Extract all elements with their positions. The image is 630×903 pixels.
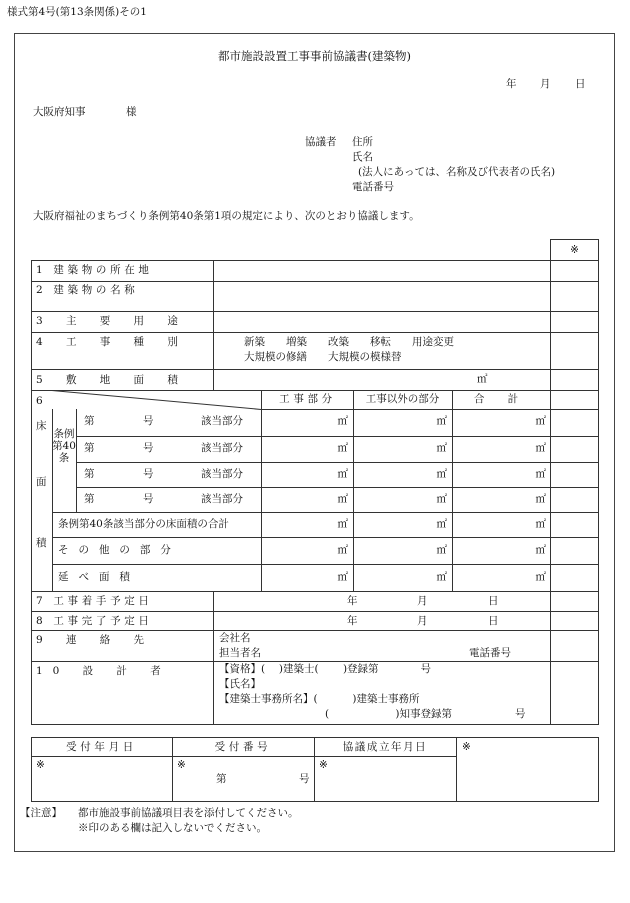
page-title: 都市施設設置工事事前協議書(建築物) xyxy=(218,49,411,63)
unit-cell: ㎡ xyxy=(535,468,546,480)
floor-area-char-2: 面 xyxy=(36,476,47,488)
col-total: 合 計 xyxy=(473,393,529,405)
row-start-date-label: 7 工事着手予定日 xyxy=(36,595,153,607)
statement: 大阪府福祉のまちづくり条例第40条第1項の規定により、次のとおり協議します。 xyxy=(33,210,420,222)
applicant-address-label[interactable]: 住所 xyxy=(352,136,373,148)
unit-cell: ㎡ xyxy=(535,442,546,454)
floor-area-char-1: 床 xyxy=(36,420,47,432)
receipt-number-header: 受付番号 xyxy=(214,741,272,753)
row-location-label: 1 建築物の所在地 xyxy=(36,264,153,276)
applicant-label: 協議者 xyxy=(305,136,337,148)
date-day: 日 xyxy=(575,78,586,90)
notes-line-1: 都市施設事前協議項目表を添付してください。 xyxy=(78,807,299,819)
row-work-type-label: 4 工 事 種 別 xyxy=(36,336,188,348)
unit-cell: ㎡ xyxy=(337,544,348,556)
unit-cell: ㎡ xyxy=(337,571,348,583)
col-other: 工事以外の部分 xyxy=(365,393,440,405)
unit-cell: ㎡ xyxy=(535,571,546,583)
unit-cell: ㎡ xyxy=(337,442,348,454)
addressee-honorific: 様 xyxy=(126,106,137,118)
row-site-area-label: 5 敷 地 面 積 xyxy=(36,374,188,386)
date-month: 月 xyxy=(540,78,551,90)
unit-cell: ㎡ xyxy=(436,571,447,583)
floor-area-char-3: 積 xyxy=(36,537,47,549)
receipt-date-header: 受付年月日 xyxy=(66,741,137,753)
date-year: 年 xyxy=(506,78,517,90)
receipt-go: 号 xyxy=(299,773,310,785)
col-construction: 工事部分 xyxy=(279,393,336,405)
receipt-mark: ※ xyxy=(462,741,471,753)
unit-cell: ㎡ xyxy=(436,518,447,530)
contact-company[interactable]: 会社名 xyxy=(219,632,251,644)
designer-office[interactable]: 【建築士事務所名】( )建築士事務所 xyxy=(219,693,420,705)
unit-cell: ㎡ xyxy=(535,493,546,505)
unit-cell: ㎡ xyxy=(337,493,348,505)
floor-area-number: 6 xyxy=(36,395,43,407)
receipt-date-mark: ※ xyxy=(36,759,45,771)
row-building-name-label: 2 建築物の名称 xyxy=(36,284,139,296)
end-day[interactable]: 日 xyxy=(488,615,499,627)
site-area-unit: ㎡ xyxy=(477,373,488,385)
unit-cell: ㎡ xyxy=(436,415,447,427)
unit-cell: ㎡ xyxy=(337,468,348,480)
applicant-corp-note: (法人にあっては、名称及び代表者の氏名) xyxy=(358,166,556,178)
designer-name[interactable]: 【氏名】 xyxy=(219,678,261,690)
work-type-options-1[interactable]: 新築 増築 改築 移転 用途変更 xyxy=(244,336,454,348)
receipt-dai: 第 xyxy=(216,773,227,785)
applicant-name-label[interactable]: 氏名 xyxy=(352,151,373,163)
notes-line-2: ※印のある欄は記入しないでください。 xyxy=(78,822,267,834)
unit-cell: ㎡ xyxy=(535,518,546,530)
form-number: 様式第4号(第13条関係)その1 xyxy=(7,6,147,18)
contact-person[interactable]: 担当者名 xyxy=(219,647,261,659)
agreement-date-mark: ※ xyxy=(319,759,328,771)
unit-cell: ㎡ xyxy=(436,442,447,454)
notes-label: 【注意】 xyxy=(20,807,62,819)
receipt-number-mark: ※ xyxy=(177,759,186,771)
start-day[interactable]: 日 xyxy=(488,595,499,607)
other-label: その他の部分 xyxy=(58,544,181,556)
unit-cell: ㎡ xyxy=(436,468,447,480)
designer-qualification[interactable]: 【資格】( )建築士( )登録第 号 xyxy=(219,663,432,675)
total-label: 延べ面積 xyxy=(58,571,140,583)
unit-cell: ㎡ xyxy=(337,415,348,427)
contact-phone[interactable]: 電話番号 xyxy=(469,647,511,659)
sum-label: 条例第40条該当部分の床面積の合計 xyxy=(58,518,229,530)
unit-cell: ㎡ xyxy=(436,493,447,505)
addressee-name: 大阪府知事 xyxy=(33,106,86,118)
row-main-use-label: 3 主 要 用 途 xyxy=(36,315,188,327)
unit-cell: ㎡ xyxy=(436,544,447,556)
row-end-date-label: 8 工事完了予定日 xyxy=(36,615,153,627)
applicant-phone-label[interactable]: 電話番号 xyxy=(352,181,394,193)
unit-cell: ㎡ xyxy=(337,518,348,530)
start-year[interactable]: 年 xyxy=(347,595,358,607)
end-month[interactable]: 月 xyxy=(417,615,428,627)
unit-cell: ㎡ xyxy=(535,415,546,427)
designer-registration[interactable]: ( )知事登録第 号 xyxy=(325,708,526,720)
row-contact-label: 9 連 絡 先 xyxy=(36,634,155,646)
unit-cell: ㎡ xyxy=(535,544,546,556)
agreement-date-header: 協議成立年月日 xyxy=(342,741,428,753)
end-year[interactable]: 年 xyxy=(347,615,358,627)
row-designer-label: 10 設 計 者 xyxy=(36,665,171,677)
work-type-options-2[interactable]: 大規模の修繕 大規模の模様替 xyxy=(244,351,402,363)
start-month[interactable]: 月 xyxy=(417,595,428,607)
mark-header: ※ xyxy=(570,244,579,256)
